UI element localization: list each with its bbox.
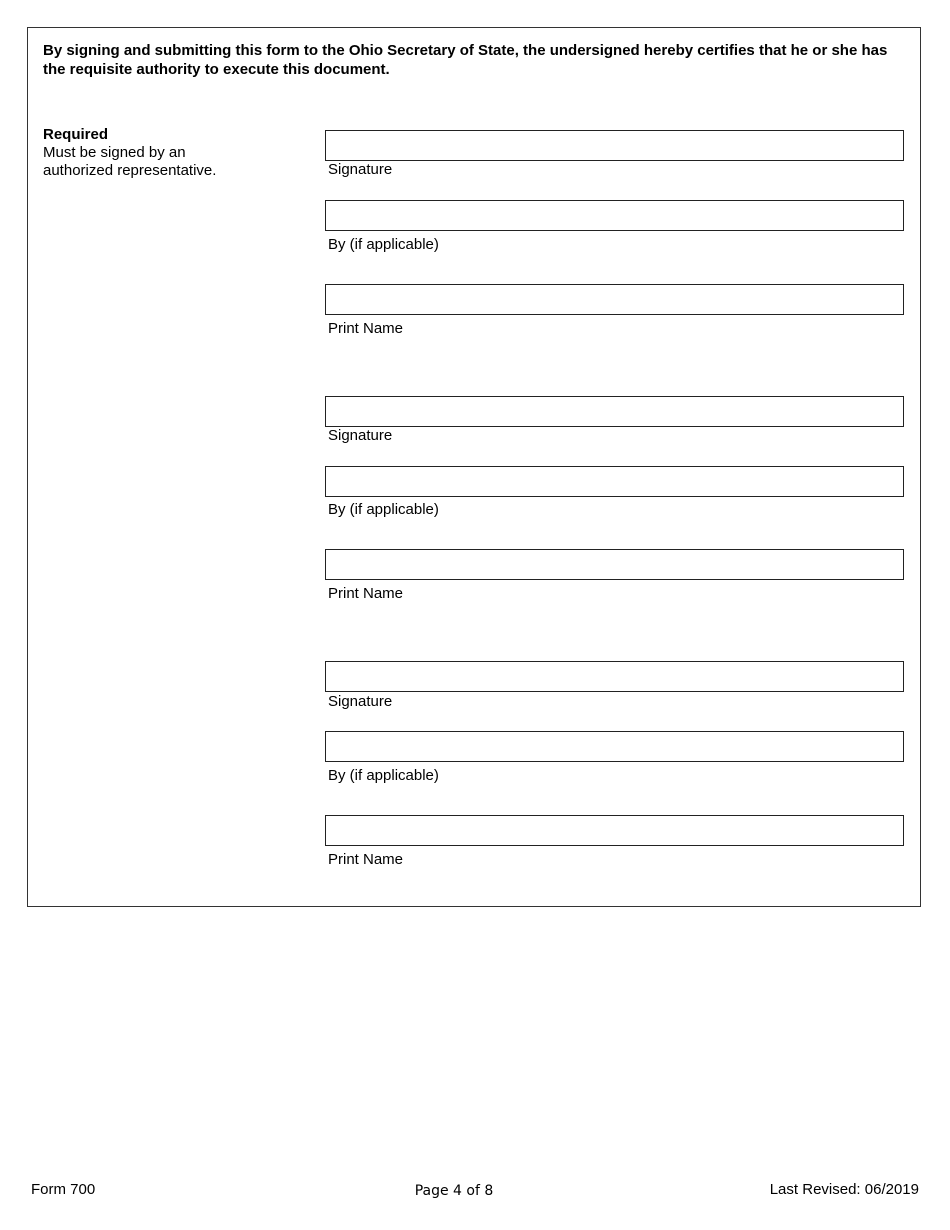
certification-statement: By signing and submitting this form to the Ohio Secretary of State, the undersigned hereby certifies that he or she has the requisite authority to execute this document. (43, 42, 888, 78)
by-label-2: By (if applicable) (328, 501, 439, 518)
print-name-label-3: Print Name (328, 851, 404, 868)
by-label-3: By (if applicable) (328, 767, 439, 784)
last-revised: Last Revised: 06/2019 (769, 1181, 919, 1198)
signature-field-1[interactable] (325, 130, 904, 161)
print-name-field-3[interactable] (325, 815, 904, 846)
signature-label-2: Signature (328, 427, 393, 444)
page-number: Page 4 of 8 (414, 1183, 494, 1199)
print-name-label-2: Print Name (328, 585, 404, 602)
by-field-3[interactable] (325, 731, 904, 762)
required-heading: Required (43, 126, 109, 143)
print-name-field-2[interactable] (325, 549, 904, 580)
form-number: Form 700 (31, 1181, 96, 1198)
signature-label-1: Signature (328, 161, 393, 178)
signature-label-3: Signature (328, 693, 393, 710)
by-field-1[interactable] (325, 200, 904, 231)
print-name-label-1: Print Name (328, 320, 404, 337)
by-field-2[interactable] (325, 466, 904, 497)
signature-field-3[interactable] (325, 661, 904, 692)
by-label-1: By (if applicable) (328, 236, 439, 253)
signature-field-2[interactable] (325, 396, 904, 427)
required-description: Must be signed by an authorized representative. (43, 144, 217, 179)
print-name-field-1[interactable] (325, 284, 904, 315)
